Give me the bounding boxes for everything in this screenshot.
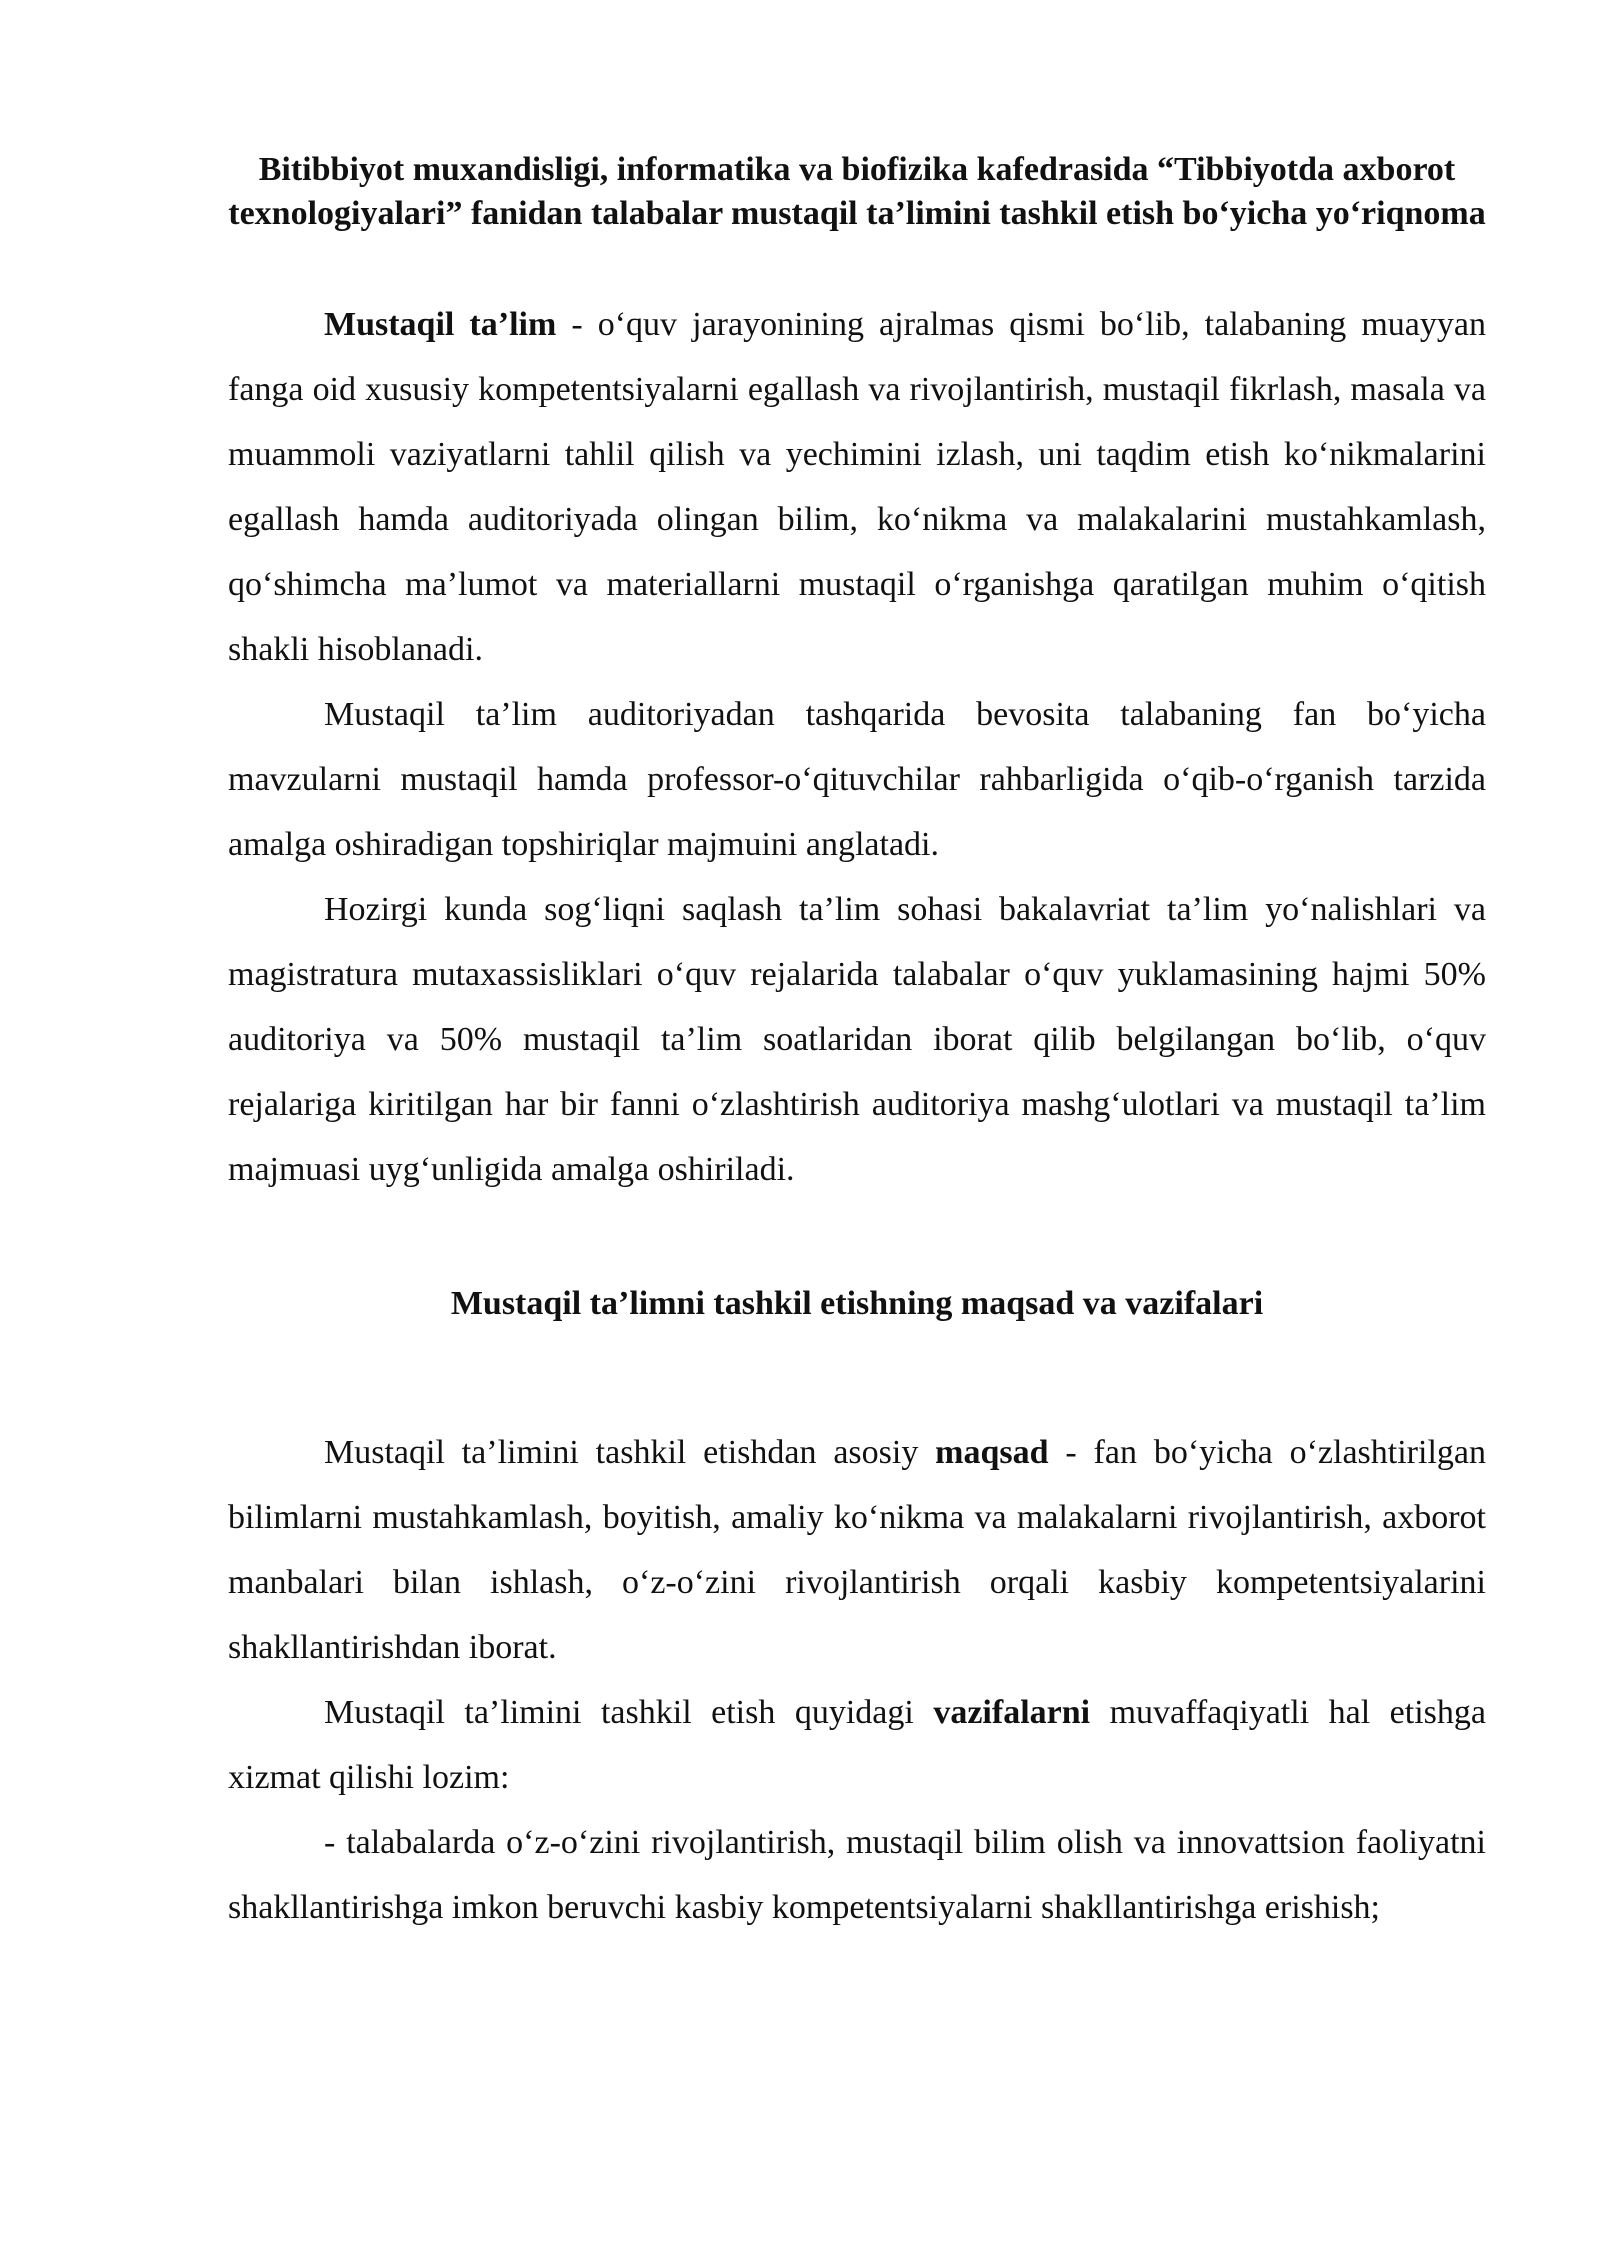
- paragraph-tasks: [228, 1680, 1486, 1810]
- paragraph-text: muvaffaqiyatli hal etishga xizmat qilishi lozim:: [228, 1694, 1486, 1796]
- bold-term: maqsad: [935, 1434, 1049, 1471]
- document-title: Bitibbiyot muxandisligi, informatika va biofizika kafedrasida “Tibbiyotda axborot texnologiyalari” fanidan talabalar mustaqil ta’limini tashkil etish bo‘yicha yo‘riqnoma: [228, 151, 1486, 232]
- paragraph-goal: [228, 1420, 1486, 1680]
- paragraph-text: Mustaqil ta’limini tashkil etish quyidagi: [324, 1694, 934, 1731]
- document-page: [228, 148, 1486, 1940]
- paragraph-description: Mustaqil ta’lim auditoriyadan tashqarida bevosita talabaning fan bo‘yicha mavzularni mustaqil hamda professor-o‘qituvchilar rahbarligida o‘qib-o‘rganish tarzida amalga oshiradigan topshiriqlar majmuini anglatadi.: [228, 696, 1486, 863]
- paragraph-curriculum: Hozirgi kunda sog‘liqni saqlash ta’lim sohasi bakalavriat ta’lim yo‘nalishlari va magistratura mutaxassisliklari o‘quv rejalarida talabalar o‘quv yuklamasining hajmi 50% auditoriya va 50% mustaqil ta’lim soatlaridan iborat qilib belgilangan bo‘lib, o‘quv rejalariga kiritilgan har bir fanni o‘zlashtirish auditoriya mashg‘ulotlari va mustaqil ta’lim majmuasi uyg‘unligida amalga oshiriladi.: [228, 891, 1486, 1188]
- paragraph-text: - fan bo‘yicha o‘zlashtirilgan bilimlarni mustahkamlash, boyitish, amaliy ko‘nikma va malakalarni rivojlantirish, axborot manbalari bilan ishlash, o‘z-o‘zini rivojlantirish orqali kasbiy kompetentsiyalarini shakllantirishdan iborat.: [228, 1434, 1486, 1666]
- bold-term: vazifalarni: [933, 1694, 1091, 1731]
- section-heading: Mustaqil ta’limni tashkil etishning maqsad va vazifalari: [450, 1285, 1264, 1322]
- paragraph-text: - o‘quv jarayonining ajralmas qismi bo‘lib, talabaning muayyan fanga oid xususiy kompetentsiyalarni egallash va rivojlantirish, mustaqil fikrlash, masala va muammoli vaziyatlarni tahlil qilish va yechimini izlash, uni taqdim etish ko‘nikmalarini egallash hamda auditoriyada olingan bilim, ko‘nikma va malakalarini mustahkamlash, qo‘shimcha ma’lumot va materiallarni mustaqil o‘rganishga qaratilgan muhim o‘qitish shakli hisoblanadi.: [228, 306, 1486, 668]
- paragraph-text: Mustaqil ta’limini tashkil etishdan asosiy: [324, 1434, 936, 1471]
- list-item: - talabalarda o‘z-o‘zini rivojlantirish, mustaqil bilim olish va innovattsion faoliyatni shakllantirishga imkon beruvchi kasbiy kompetentsiyalarni shakllantirishga erishish;: [228, 1824, 1486, 1926]
- bold-term: Mustaqil ta’lim: [324, 306, 557, 343]
- paragraph-definition: [228, 292, 1486, 682]
